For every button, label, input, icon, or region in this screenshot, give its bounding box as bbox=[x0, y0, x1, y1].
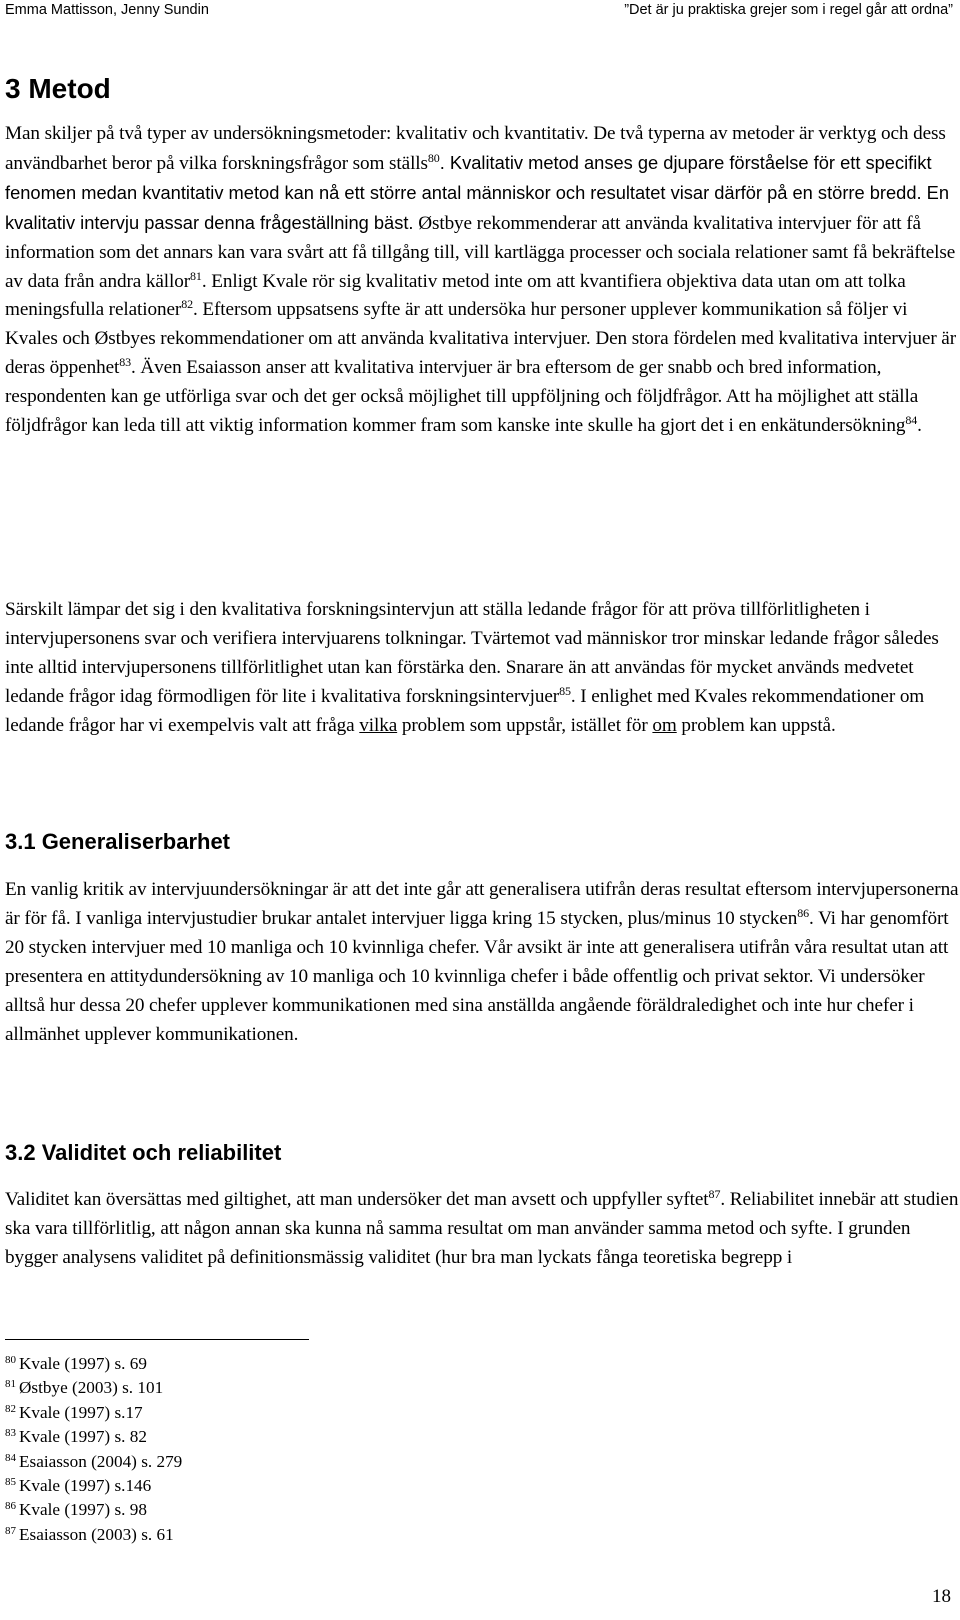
footnote-item bbox=[5, 1352, 182, 1376]
footnote-ref: 85 bbox=[559, 683, 571, 698]
footnote-number: 86 bbox=[5, 1500, 16, 1513]
footnote-item bbox=[5, 1523, 182, 1547]
footnote-ref: 83 bbox=[119, 355, 132, 370]
subsection-heading-validitet: 3.2 Validitet och reliabilitet bbox=[5, 1140, 282, 1165]
page-number: 18 bbox=[932, 1586, 951, 1607]
footnote-number: 80 bbox=[5, 1354, 16, 1366]
footnote-text: Kvale (1997) s. 69 bbox=[19, 1354, 147, 1373]
footnote-item bbox=[5, 1425, 182, 1449]
footnote-text: Østbye (2003) s. 101 bbox=[19, 1378, 164, 1398]
footnote-ref: 82 bbox=[181, 297, 193, 312]
footnote-separator bbox=[5, 1339, 309, 1340]
footnote-number: 87 bbox=[5, 1524, 16, 1537]
paragraph-validitet: Validitet kan översättas med giltighet, att man undersöker det man avsett och uppfyller syftet$^{87}$. Reliabilitet innebär att studien ska vara tillförlitlig, att någon annan ska kunna nå samma resultat om man använder samma metod och syfte. I grunden bygger analysens validitet på definitionsmässig validitet (hur bra man lyckats fånga teoretiska begrepp i bbox=[5, 1187, 959, 1268]
paragraph-generaliserbarhet: En vanlig kritik av intervjuundersökningar är att det inte går att generalisera utifrån deras resultat eftersom intervjupersonerna är för få. I vanliga intervjustudier brukar antalet intervjuer ligga kring 15 stycken, plus/minus 10 stycken$^{86}$. Vi har genomfört 20 stycken intervjuer med 10 manliga och 10 kvinnliga chefer. Vår avsikt är inte att generalisera utifrån våra resultat utan att presentera en attitydundersökning av 10 manliga och 10 kvinnliga chefer i både offentlig och privat sektor. Vi undersöker alltså hur dessa 20 chefer upplever kommunikationen med sina anställda angående föräldraledighet och inte hur chefer i allmänhet upplever kommunikationen. bbox=[5, 879, 959, 1045]
footnote-number: 85 bbox=[5, 1476, 16, 1489]
footnote-number: 81 bbox=[5, 1378, 16, 1391]
subsection-heading-generaliserbarhet: 3.1 Generaliserbarhet bbox=[5, 829, 231, 854]
footnote-ref: 81 bbox=[190, 268, 202, 283]
footnote-item bbox=[5, 1498, 182, 1522]
footnote-item bbox=[5, 1401, 182, 1425]
footnote-text: Esaiasson (2004) s. 279 bbox=[19, 1451, 183, 1471]
footnote-item bbox=[5, 1450, 182, 1474]
footnote-ref: 80 bbox=[427, 150, 440, 165]
footnote-text: Kvale (1997) s. 82 bbox=[19, 1427, 147, 1447]
paragraph-leading-questions: Särskilt lämpar det sig i den kvalitativa forskningsintervjun att ställa ledande frågor för att pröva tillförlitligheten i intervjupersonens svar och verifiera intervjuarens tolkningar. Tvärtemot vad människor tror minskar ledande frågor således inte alltid intervjupersonens tillförlitlighet utan kan förstärka den. Snarare än att användas för mycket används medvetet ledande frågor idag förmodligen för lite i kvalitativa forskningsintervjuer$^{85}$. I enlighet med Kvales rekommendationer om ledande frågor har vi exempelvis valt att fråga vilka problem som uppstår, istället för om problem kan uppstå. bbox=[5, 599, 939, 736]
paragraph-method-intro: Man skiljer på två typer av undersökningsmetoder: kvalitativ och kvantitativ. De två typerna av metoder är verktyg och dess användbarhet beror på vilka forskningsfrågor som ställs$^{80}$. Kvalitativ metod anses ge djupare förståelse för ett specifikt fenomen medan kvantitativ metod kan nå ett större antal människor och resultatet visar därför på en större bredd. En kvalitativ intervju passar denna frågeställning bäst. Østbye rekommenderar att använda kvalitativa intervjuer för att få information som det annars kan vara svårt att få tillgång till, vill kartlägga processer och sociala relationer samt få bekräftelse av data från andra källor$^{81}$. Enligt Kvale rör sig kvalitativ metod inte om att kvantifiera objektiva data utan om att tolka meningsfulla relationer$^{82}$. Eftersom uppsatsens syfte är att undersöka hur personer upplever kommunikation så följer vi Kvales och Østbyes rekommendationer om att använda kvalitativa intervjuer. Den stora fördelen med kvalitativa intervjuer är deras öppenhet$^{83}$. Även Esaiasson anser att kvalitativa intervjuer är bra eftersom de ger snabb och bred information, respondenten kan ge utförliga svar och det ger också möjlighet till uppföljning och följdfrågor. Att ha möjlighet att ställa följdfrågor kan leda till att viktig information kommer fram som kanske inte skulle ha gjort det i en enkätundersökning$^{84}$. bbox=[5, 123, 957, 437]
footnote-text: Kvale (1997) s.17 bbox=[19, 1402, 143, 1422]
footnote-text: Esaiasson (2003) s. 61 bbox=[19, 1524, 174, 1544]
footnote-text: Kvale (1997) s. 98 bbox=[19, 1500, 147, 1520]
footnotes bbox=[5, 1352, 182, 1547]
footnote-ref: 87 bbox=[708, 1187, 721, 1201]
footnote-item bbox=[5, 1474, 182, 1498]
header-title: ”Det är ju praktiska grejer som i regel går att ordna” bbox=[624, 2, 953, 18]
footnote-text: Kvale (1997) s.146 bbox=[19, 1476, 152, 1496]
footnote-ref: 84 bbox=[905, 413, 918, 428]
footnote-ref: 86 bbox=[797, 905, 810, 920]
running-header bbox=[5, 0, 955, 22]
footnote-number: 82 bbox=[5, 1402, 16, 1415]
footnote-number: 83 bbox=[5, 1427, 16, 1440]
footnote-number: 84 bbox=[5, 1451, 16, 1464]
header-authors: Emma Mattisson, Jenny Sundin bbox=[5, 2, 209, 18]
footnote-item bbox=[5, 1376, 182, 1400]
section-heading: 3 Metod bbox=[5, 73, 111, 104]
